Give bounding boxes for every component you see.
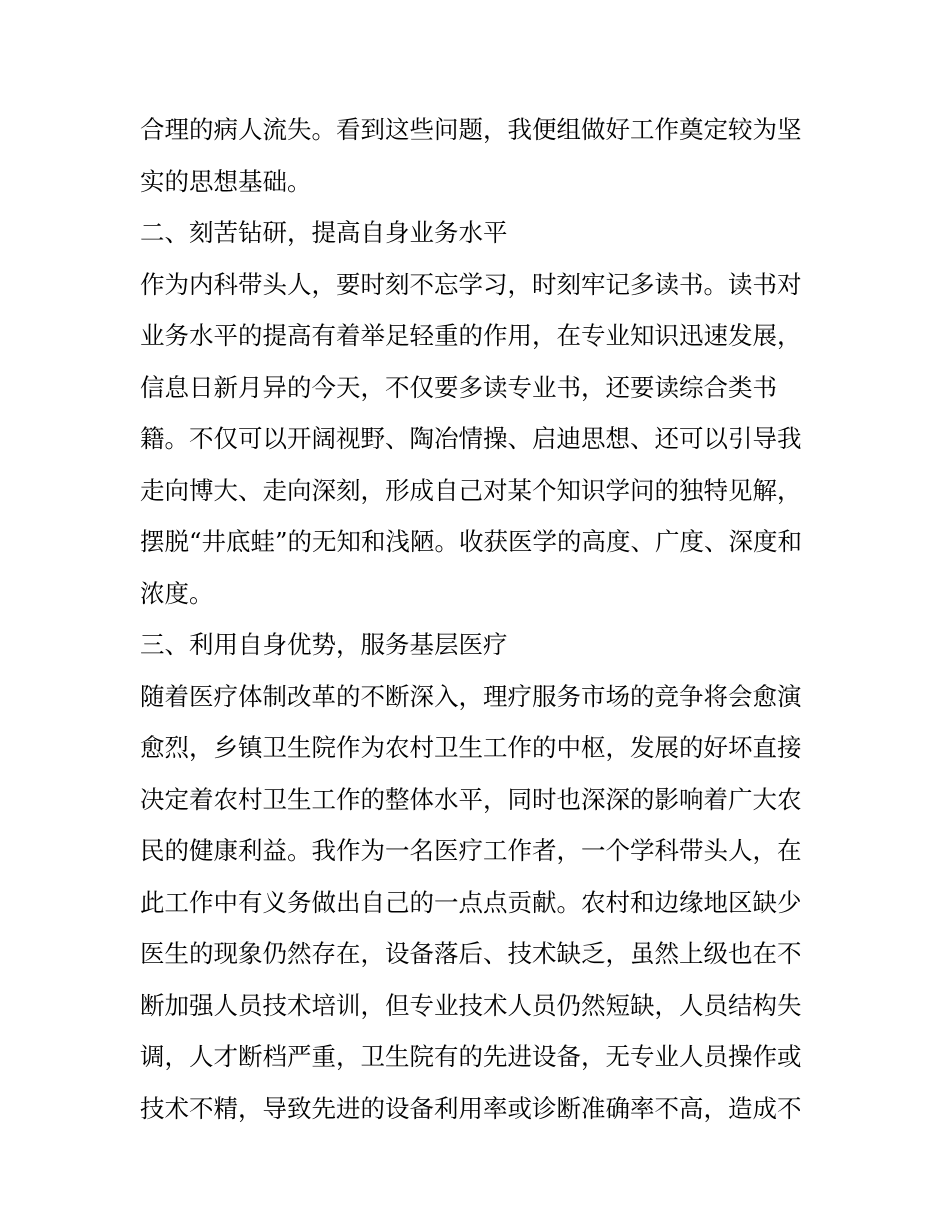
document-body (140, 104, 830, 1134)
body-line: 实的思想基础。 (140, 166, 312, 196)
body-line: 医生的现象仍然存在，设备落后、技术缺乏，虽然上级也在不 (140, 939, 802, 968)
body-line: 信息日新月异的今天，不仅要多读专业书，还要读综合类书 (140, 372, 777, 402)
body-line: 民的健康利益。我作为一名医疗工作者，一个学科带头人，在 (140, 836, 802, 865)
body-line: 走向博大、走向深刻，形成自己对某个知识学问的独特见解， (140, 475, 802, 505)
body-line: 断加强人员技术培训，但专业技术人员仍然短缺，人员结构失 (140, 990, 802, 1020)
body-line: 浓度。 (140, 578, 214, 608)
body-line: 籍。不仅可以开阔视野、陶冶情操、启迪思想、还可以引导我 (140, 424, 802, 453)
body-line: 技术不精，导致先进的设备利用率或诊断准确率不高，造成不 (140, 1093, 802, 1123)
body-line: 随着医疗体制改革的不断深入，理疗服务市场的竞争将会愈演 (140, 681, 802, 711)
body-line: 此工作中有义务做出自己的一点点贡献。农村和边缘地区缺少 (140, 887, 802, 917)
body-line: 业务水平的提高有着举足轻重的作用，在专业知识迅速发展， (140, 321, 802, 350)
body-line: 作为内科带头人，要时刻不忘学习，时刻牢记多读书。读书对 (140, 269, 802, 299)
body-line: 决定着农村卫生工作的整体水平，同时也深深的影响着广大农 (140, 784, 802, 814)
body-line: 摆脱“井底蛙”的无知和浅陋。收获医学的高度、广度、深度和 (140, 527, 803, 556)
section-heading: 二、刻苦钻研，提高自身业务水平 (140, 218, 508, 247)
section-heading: 三、利用自身优势，服务基层医疗 (140, 630, 508, 659)
body-line: 调，人才断档严重，卫生院有的先进设备，无专业人员操作或 (140, 1042, 802, 1071)
body-line: 合理的病人流失。看到这些问题，我便组做好工作奠定较为坚 (140, 115, 802, 144)
body-line: 愈烈，乡镇卫生院作为农村卫生工作的中枢，发展的好坏直接 (140, 733, 802, 762)
